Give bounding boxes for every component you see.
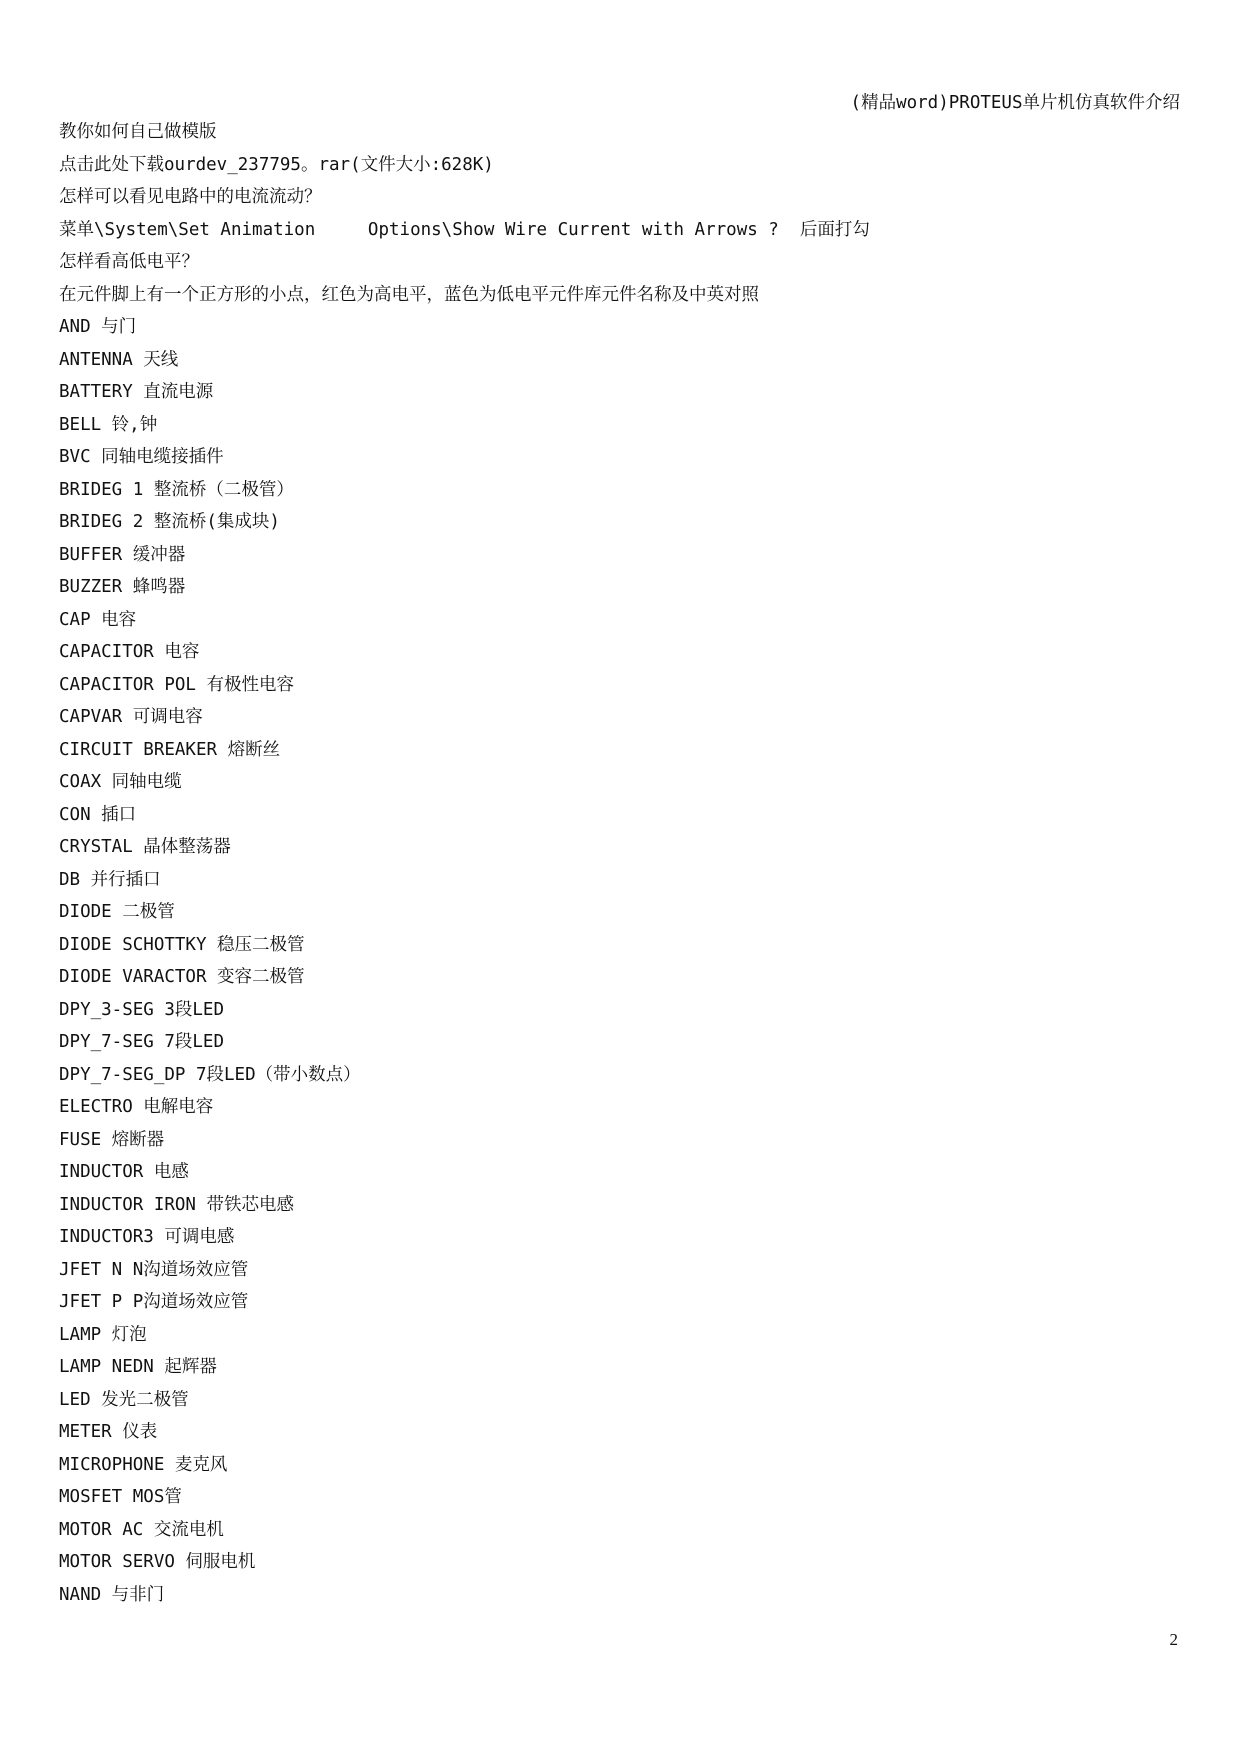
component-entry: JFET P P沟道场效应管 [59, 1292, 249, 1312]
component-entry: BRIDEG 1 整流桥（二极管） [59, 479, 294, 500]
component-entry: DPY_7-SEG_DP 7段LED（带小数点） [59, 1064, 361, 1085]
intro-question: 怎样看高低电平？ [59, 252, 199, 272]
component-entry: CRYSTAL 晶体整荡器 [59, 837, 231, 857]
component-entry: BRIDEG 2 整流桥(集成块) [59, 512, 280, 532]
component-entry: LAMP 灯泡 [59, 1324, 147, 1345]
download-line: 点击此处下载ourdev_237795。rar(文件大小:628K) [59, 154, 494, 175]
intro-answer: 在元件脚上有一个正方形的小点，红色为高电平，蓝色为低电平元件库元件名称及中英对照 [59, 284, 759, 305]
component-entry: FUSE 熔断器 [59, 1129, 165, 1150]
intro-line: 教你如何自己做模版 [59, 122, 217, 142]
component-entry: LED 发光二极管 [59, 1389, 189, 1410]
component-entry: AND 与门 [59, 317, 137, 337]
component-entry: CIRCUIT BREAKER 熔断丝 [59, 739, 281, 760]
component-entry: BUZZER 蜂鸣器 [59, 577, 186, 597]
component-entry: CAPVAR 可调电容 [59, 707, 203, 727]
component-entry: MOTOR SERVO 伺服电机 [59, 1552, 256, 1572]
component-entry: DB 并行插口 [59, 869, 161, 890]
component-entry: MOSFET MOS管 [59, 1487, 182, 1507]
component-entry: CAPACITOR 电容 [59, 642, 200, 662]
document-body [59, 116, 1179, 1611]
component-entry: INDUCTOR IRON 带铁芯电感 [59, 1194, 295, 1215]
intro-answer: 菜单\System\Set Animation Options\Show Wire Current with Arrows ? 后面打勾 [59, 219, 870, 240]
page-header-title: (精品word)PROTEUS单片机仿真软件介绍 [850, 93, 1180, 113]
component-entry: METER 仪表 [59, 1422, 158, 1442]
component-entry: BUFFER 缓冲器 [59, 544, 186, 565]
component-entry: COAX 同轴电缆 [59, 772, 182, 792]
component-entry: INDUCTOR 电感 [59, 1162, 189, 1182]
page-number: 2 [1169, 1630, 1178, 1649]
component-entry: DPY_7-SEG 7段LED [59, 1032, 225, 1052]
component-entry: DIODE SCHOTTKY 稳压二极管 [59, 934, 305, 955]
component-entry: MOTOR AC 交流电机 [59, 1519, 224, 1540]
component-entry: INDUCTOR3 可调电感 [59, 1227, 235, 1247]
component-entry: BVC 同轴电缆接插件 [59, 447, 224, 467]
component-entry: LAMP NEDN 起辉器 [59, 1357, 217, 1377]
component-entry: CAP 电容 [59, 609, 137, 630]
component-entry: BELL 铃,钟 [59, 414, 158, 435]
intro-question: 怎样可以看见电路中的电流流动？ [59, 187, 322, 207]
component-entry: BATTERY 直流电源 [59, 382, 214, 402]
component-entry: MICROPHONE 麦克风 [59, 1454, 228, 1475]
component-entry: CAPACITOR POL 有极性电容 [59, 674, 295, 695]
component-entry: JFET N N沟道场效应管 [59, 1259, 249, 1280]
component-entry: ELECTRO 电解电容 [59, 1097, 214, 1117]
component-entry: DIODE 二极管 [59, 902, 175, 922]
component-entry: CON 插口 [59, 804, 137, 825]
component-entry: ANTENNA 天线 [59, 349, 179, 370]
component-entry: DPY_3-SEG 3段LED [59, 999, 225, 1020]
component-entry: NAND 与非门 [59, 1584, 165, 1605]
component-entry: DIODE VARACTOR 变容二极管 [59, 967, 305, 987]
